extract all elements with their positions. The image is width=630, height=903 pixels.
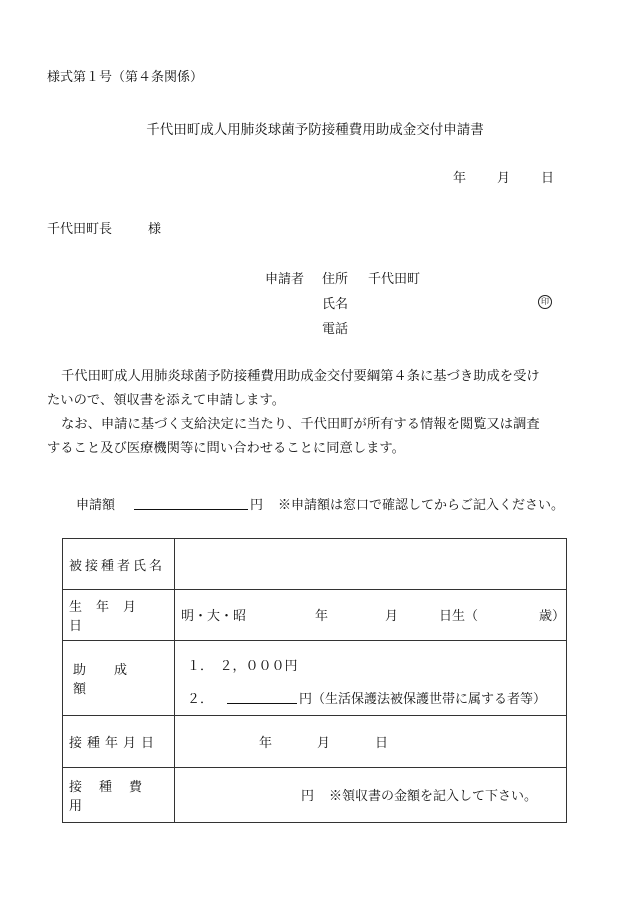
subsidy-option-1[interactable]: １． ２，０００円 — [187, 659, 298, 674]
paragraph-2-line-2: すること及び医療機関等に問い合わせることに同意します。 — [47, 441, 405, 456]
seal-mark — [538, 293, 552, 309]
subsidy-amount-field — [175, 641, 567, 716]
label-birth-date: 生年月日 — [69, 600, 151, 634]
cost-note: ※領収書の金額を記入して下さい。 — [329, 789, 538, 804]
addressee-honorific: 様 — [148, 222, 162, 237]
amount-field[interactable] — [134, 494, 248, 510]
table-row — [63, 590, 567, 641]
application-table — [62, 538, 567, 823]
birth-month-label: 月 — [385, 609, 399, 624]
amount-unit: 円 — [250, 498, 264, 513]
date-month-label: 月 — [497, 171, 511, 186]
addressee-name: 千代田町長 — [47, 222, 113, 237]
paragraph-1-line-1: 千代田町成人用肺炎球菌予防接種費用助成金交付要綱第４条に基づき助成を受け — [61, 369, 540, 384]
subsidy-option-2-prefix[interactable]: ２． — [187, 692, 214, 707]
date-year-label: 年 — [453, 171, 467, 186]
table-row — [63, 716, 567, 768]
vaccination-date-field[interactable] — [175, 716, 567, 768]
table-row-label — [63, 768, 175, 823]
birth-date-field[interactable] — [175, 590, 567, 641]
seal-icon: 印 — [538, 295, 552, 309]
amount-note: ※申請額は窓口で確認してからご記入ください。 — [278, 498, 565, 513]
body-paragraph-2 — [47, 413, 587, 461]
label-vaccination-cost: 接種費用 — [69, 780, 160, 814]
era-options: 明・大・昭 — [181, 609, 247, 624]
paragraph-1-line-2: たいので、領収書を添えて申請します。 — [47, 393, 286, 408]
vaccination-cost-field[interactable] — [175, 768, 567, 823]
address-label: 住所 — [322, 272, 349, 287]
birth-day-label: 日生（ — [439, 609, 479, 624]
address-value: 千代田町 — [368, 272, 421, 287]
age-label: 歳） — [539, 609, 566, 624]
cost-unit: 円 — [301, 789, 315, 804]
vaccination-year-label: 年 — [259, 735, 273, 751]
form-number: 様式第１号（第４条関係） — [47, 70, 204, 85]
label-vaccination-date: 接種年月日 — [69, 736, 160, 751]
subsidy-option-2-amount-field[interactable] — [227, 688, 297, 704]
vaccination-month-label: 月 — [317, 735, 331, 751]
table-row — [63, 768, 567, 823]
page-title: 千代田町成人用肺炎球菌予防接種費用助成金交付申請書 — [146, 122, 484, 138]
amount-label: 申請額 — [76, 498, 116, 513]
paragraph-2-line-1: なお、申請に基づく支給決定に当たり、千代田町が所有する情報を閲覧又は調査 — [61, 417, 540, 432]
recipient-name-field[interactable] — [175, 539, 567, 590]
table-row-label — [63, 641, 175, 716]
date-day-label: 日 — [541, 171, 555, 186]
applicant-label: 申請者 — [265, 272, 305, 287]
subsidy-option-2-suffix: 円（生活保護法被保護世帯に属する者等） — [299, 692, 547, 707]
vaccination-day-label: 日 — [375, 735, 389, 751]
name-label: 氏名 — [322, 297, 349, 312]
label-subsidy-amount: 助成額 — [73, 663, 156, 697]
table-row-label — [63, 539, 175, 590]
label-recipient-name: 被接種者氏名 — [69, 558, 166, 574]
phone-label: 電話 — [322, 322, 349, 337]
table-row-label — [63, 590, 175, 641]
birth-year-label: 年 — [315, 609, 329, 624]
table-row — [63, 539, 567, 590]
table-row — [63, 641, 567, 716]
body-paragraph-1 — [47, 365, 587, 413]
table-row-label — [63, 716, 175, 768]
